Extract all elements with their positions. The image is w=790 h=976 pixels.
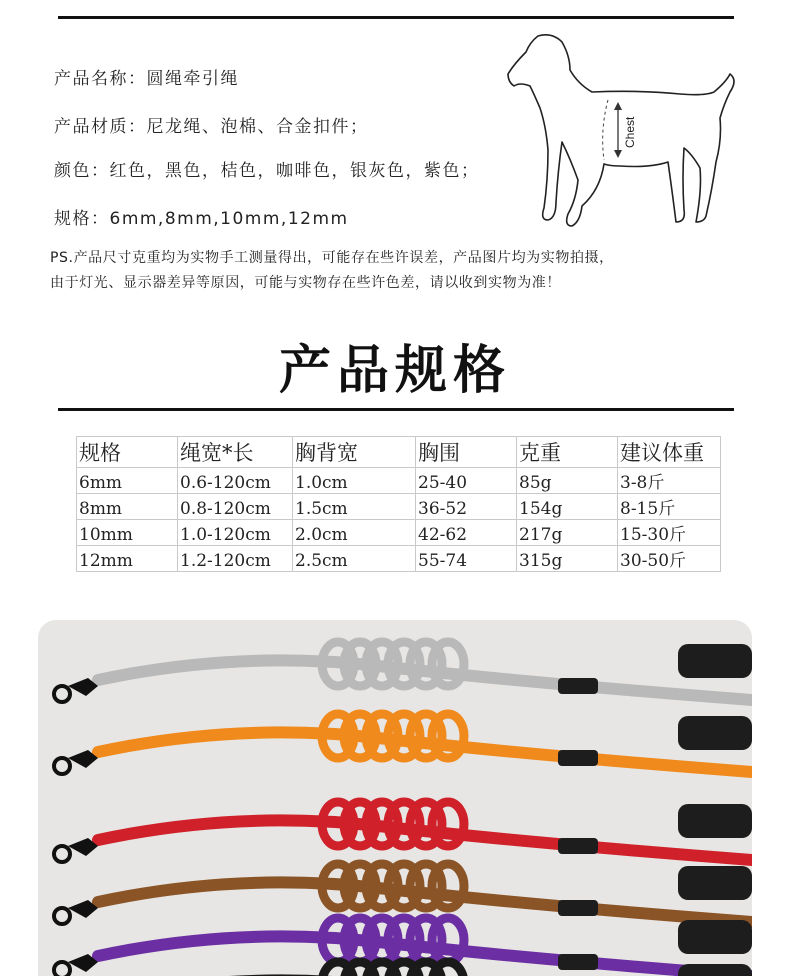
leash-sleeve [558,838,598,854]
table-cell: 0.6-120cm [178,468,293,494]
product-size: 规格：6mm,8mm,10mm,12mm [54,209,349,229]
dog-silhouette-icon [508,35,734,226]
table-cell: 2.0cm [293,520,416,546]
ps-note-line1: PS.产品尺寸克重均为实物手工测量得出，可能存在些许误差，产品图片均为实物拍摄， [50,250,614,266]
leash-rope [98,820,752,860]
table-cell: 36-52 [416,494,517,520]
leash-rope [98,732,752,772]
leash-rope [98,660,752,700]
table-row [77,468,721,494]
table-cell: 42-62 [416,520,517,546]
leash-handle [678,920,752,954]
table-cell: 3-8斤 [618,468,721,494]
table-cell: 1.0-120cm [178,520,293,546]
table-header-row [77,437,721,468]
table-cell: 217g [517,520,618,546]
table-row [77,520,721,546]
table-cell: 154g [517,494,618,520]
table-cell: 15-30斤 [618,520,721,546]
table-cell: 10mm [77,520,178,546]
clasp-ring-icon [54,758,70,774]
ps-note-line2: 由于灯光、显示器差异等原因，可能与实物存在些许色差，请以收到实物为准！ [50,275,561,291]
clasp-ring-icon [54,962,70,976]
table-cell: 0.8-120cm [178,494,293,520]
clasp-ring-icon [54,686,70,702]
leash-sleeve [558,954,598,970]
product-photo [38,620,752,976]
table-cell: 85g [517,468,618,494]
clasp-ring-icon [54,908,70,924]
table-row [77,494,721,520]
leash-sleeve [558,900,598,916]
table-cell: 1.2-120cm [178,546,293,572]
table-cell: 55-74 [416,546,517,572]
section-title: 产品规格 [278,341,511,401]
spec-table [76,436,721,572]
clasp-ring-icon [54,846,70,862]
table-cell: 25-40 [416,468,517,494]
table-cell: 8-15斤 [618,494,721,520]
table-header-cell: 建议体重 [618,437,721,468]
dog-chest-diagram [500,30,750,230]
leash-coil [432,962,464,976]
table-cell: 1.5cm [293,494,416,520]
leash-sleeve [558,678,598,694]
table-cell: 8mm [77,494,178,520]
leash-sleeve [558,750,598,766]
leash-rope [98,936,752,976]
table-row [77,546,721,572]
leash-photo-illustration [38,620,752,976]
table-header-cell: 绳宽*长 [178,437,293,468]
table-cell: 1.0cm [293,468,416,494]
top-divider [58,16,734,19]
table-cell: 2.5cm [293,546,416,572]
leash-handle [678,804,752,838]
table-cell: 315g [517,546,618,572]
section-divider [58,408,734,411]
product-name: 产品名称：圆绳牵引绳 [54,69,239,89]
table-header-cell: 胸背宽 [293,437,416,468]
table-cell: 12mm [77,546,178,572]
leash-handle [678,964,752,976]
table-cell: 6mm [77,468,178,494]
leash-handle [678,716,752,750]
leash-handle [678,644,752,678]
chest-label: Chest [623,116,637,148]
table-header-cell: 规格 [77,437,178,468]
table-header-cell: 克重 [517,437,618,468]
table-header-cell: 胸围 [416,437,517,468]
table-cell: 30-50斤 [618,546,721,572]
product-colors: 颜色：红色，黑色，桔色，咖啡色，银灰色，紫色； [54,161,480,181]
product-material: 产品材质：尼龙绳、泡棉、合金扣件； [54,117,369,137]
leash-handle [678,866,752,900]
